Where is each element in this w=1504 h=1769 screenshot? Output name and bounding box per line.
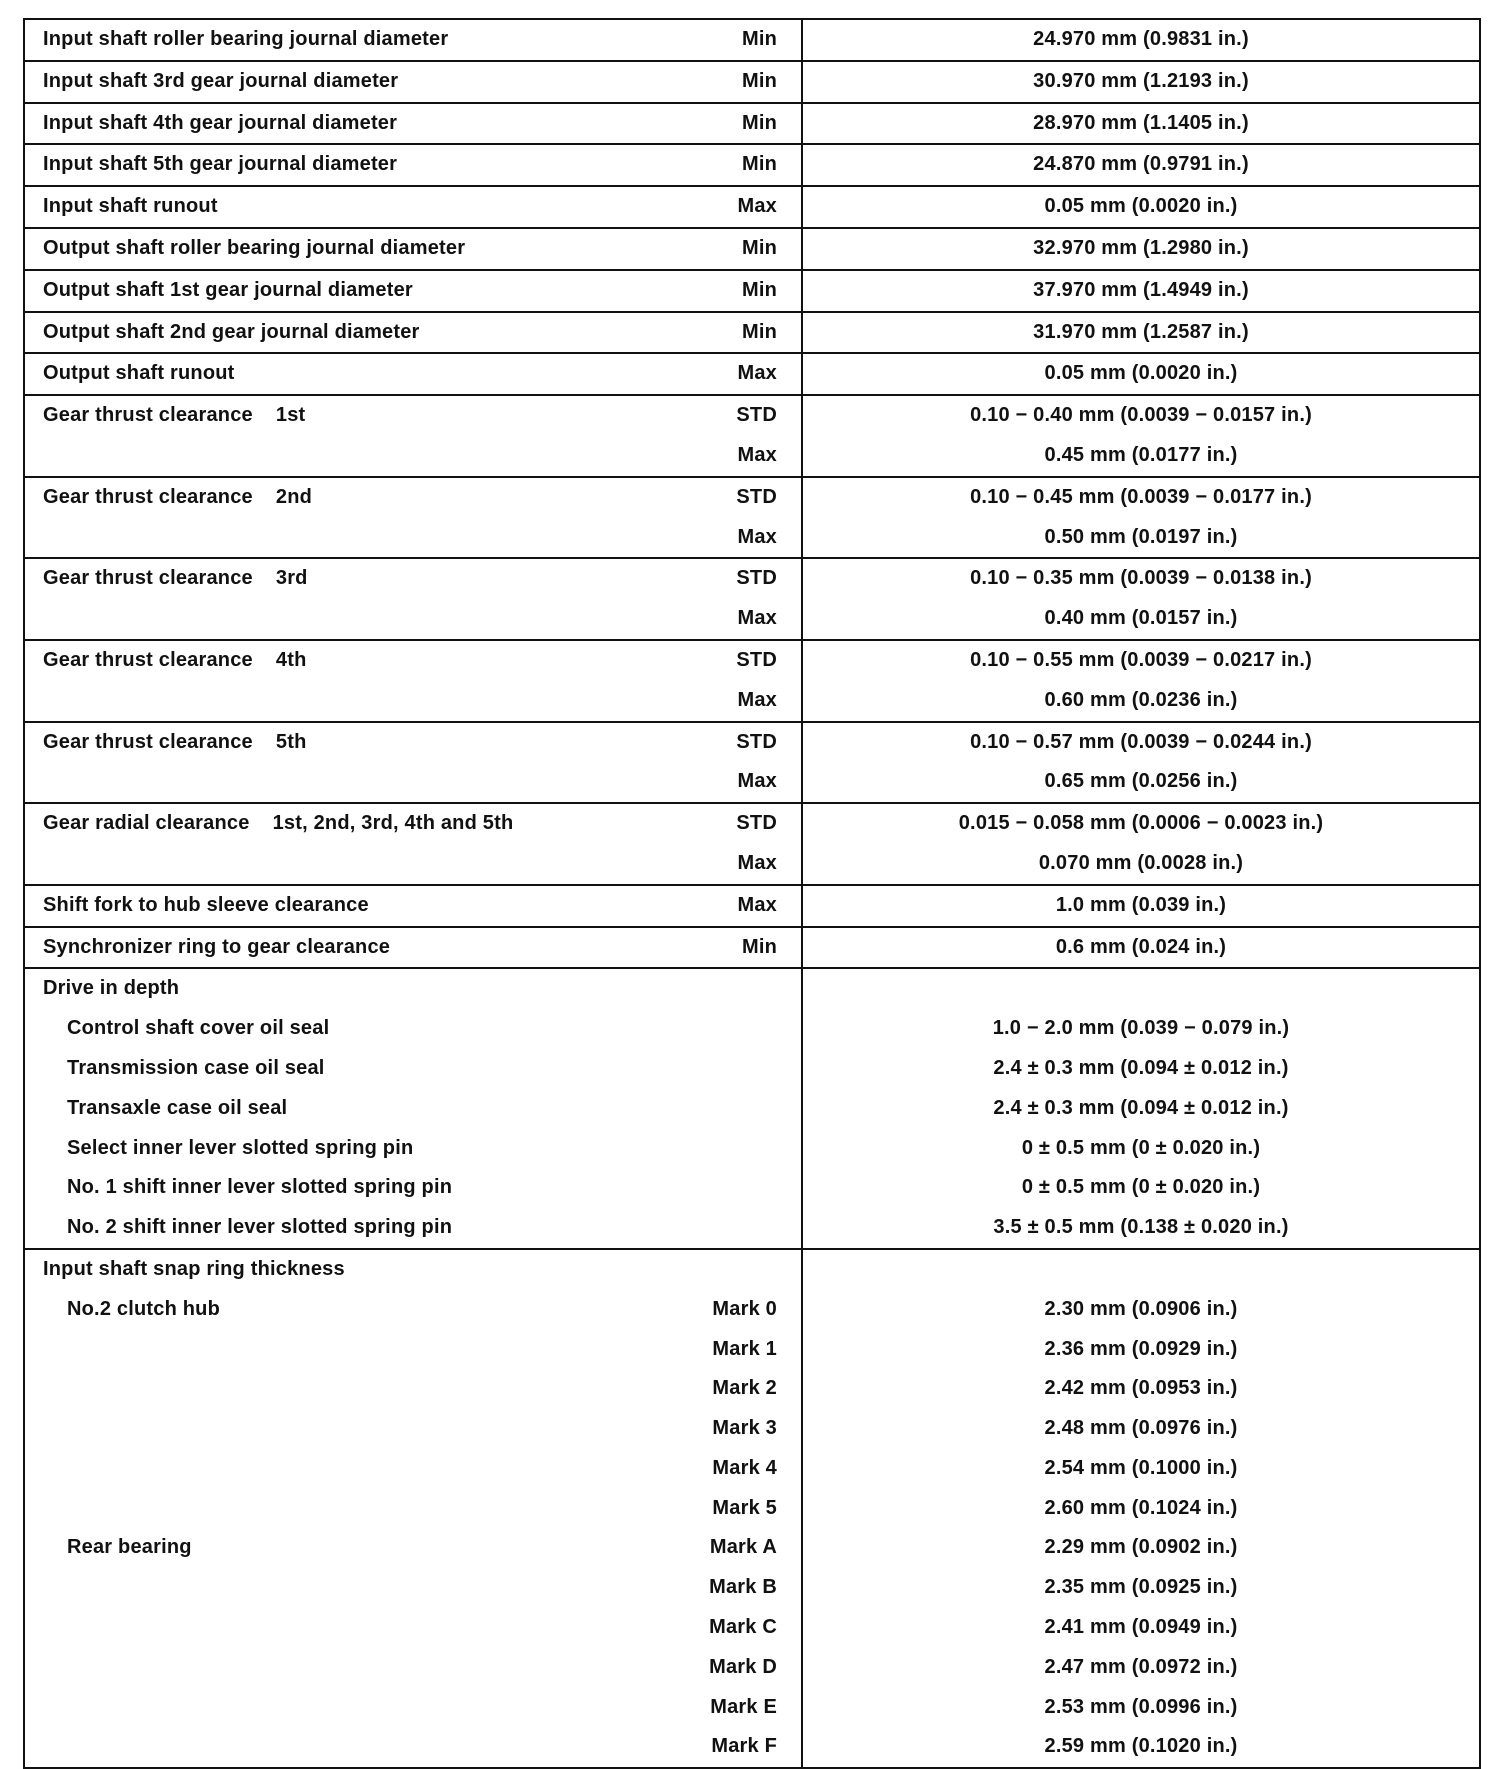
spec-item-label: Select inner lever slotted spring pin [67,1136,414,1159]
spec-qualifier: Mark 2 [712,1377,777,1400]
value-cell [802,558,1480,640]
item-cell [24,186,802,228]
item-cell [24,968,802,1249]
spec-qualifier: Mark F [711,1735,777,1758]
spec-value: 2.35 mm (0.0925 in.) [1044,1576,1238,1599]
value-cell [802,312,1480,354]
spec-value: 0.10 − 0.55 mm (0.0039 − 0.0217 in.) [970,648,1312,671]
spec-value: 0.05 mm (0.0020 in.) [1044,362,1238,385]
spec-qualifier: STD [736,648,777,671]
value-cell [802,927,1480,969]
spec-qualifier: Max [737,770,777,793]
spec-item-line [25,1089,801,1129]
spec-row-group [24,395,1480,477]
item-cell [24,927,802,969]
item-cell [24,228,802,270]
value-cell [802,103,1480,145]
spec-item-label: Input shaft roller bearing journal diameter [43,28,449,50]
spec-value: 0.50 mm (0.0197 in.) [1044,525,1238,548]
spec-qualifier: Min [741,236,777,259]
spec-item-label: Output shaft 1st gear journal diameter [43,278,413,301]
spec-qualifier: Max [737,443,777,466]
spec-value: 32.970 mm (1.2980 in.) [1033,236,1249,259]
spec-item-label: Input shaft 5th gear journal diameter [43,153,398,176]
item-cell [24,885,802,927]
spec-item-line [25,1049,801,1089]
value-cell [802,885,1480,927]
item-cell [24,103,802,145]
spec-item-line [25,62,801,102]
spec-row-group [24,312,1480,354]
spec-value: 2.53 mm (0.0996 in.) [1044,1695,1238,1718]
spec-value: 24.870 mm (0.9791 in.) [1033,153,1249,176]
spec-qualifier: Max [737,893,777,916]
spec-item-line [25,1330,801,1370]
specification-table [23,18,1481,1769]
spec-item-line [25,187,801,227]
spec-item-line [25,1688,801,1728]
spec-qualifier: Max [737,362,777,385]
spec-item-label: Control shaft cover oil seal [67,1017,330,1040]
spec-row-group [24,144,1480,186]
spec-value: 0.40 mm (0.0157 in.) [1044,607,1238,630]
spec-qualifier: Min [741,111,777,134]
spec-value: 2.54 mm (0.1000 in.) [1044,1456,1238,1479]
spec-value: 0 ± 0.5 mm (0 ± 0.020 in.) [1021,1136,1261,1159]
item-cell [24,477,802,559]
spec-value: 0.10 − 0.35 mm (0.0039 − 0.0138 in.) [970,567,1312,590]
spec-qualifier: Mark D [709,1655,777,1678]
spec-item-line [25,354,801,394]
spec-value: 0.10 − 0.57 mm (0.0039 − 0.0244 in.) [970,730,1312,753]
spec-item-label: Gear thrust clearance 1st [43,404,306,427]
spec-item-line [25,1449,801,1489]
item-cell [24,395,802,477]
spec-item-label: Gear thrust clearance 2nd [43,485,313,508]
spec-qualifier: Min [741,69,777,92]
value-cell [802,803,1480,885]
spec-item-label: No. 2 shift inner lever slotted spring pin [67,1216,453,1239]
spec-row-group [24,186,1480,228]
spec-item-line [25,1129,801,1169]
spec-qualifier: STD [736,404,777,427]
spec-value: 0.015 − 0.058 mm (0.0006 − 0.0023 in.) [958,812,1324,835]
value-cell [802,144,1480,186]
spec-value: 28.970 mm (1.1405 in.) [1033,111,1249,134]
item-cell [24,803,802,885]
spec-item-label: Rear bearing [67,1536,192,1559]
spec-item-label: Transaxle case oil seal [67,1096,288,1119]
spec-item-line [25,1369,801,1409]
spec-qualifier: Max [737,851,777,874]
spec-item-label: Shift fork to hub sleeve clearance [43,893,369,916]
spec-item-line [25,1208,801,1248]
spec-value: 0.65 mm (0.0256 in.) [1044,770,1238,793]
item-cell [24,640,802,722]
spec-item-line [25,1250,801,1290]
spec-item-line [25,804,801,844]
spec-value: 2.48 mm (0.0976 in.) [1044,1417,1238,1440]
spec-value: 2.59 mm (0.1020 in.) [1044,1735,1238,1758]
spec-item-line [25,1009,801,1049]
value-cell [802,640,1480,722]
spec-item-line [25,886,801,926]
spec-item-label: Output shaft 2nd gear journal diameter [43,320,420,343]
spec-item-line [25,20,801,60]
spec-item-line [25,969,801,1009]
spec-item-label: Synchronizer ring to gear clearance [43,935,391,958]
spec-row-group [24,968,1480,1249]
spec-row-group [24,228,1480,270]
spec-item-label: No. 1 shift inner lever slotted spring pin [67,1176,453,1199]
spec-item-line [25,518,801,558]
spec-item-label: Input shaft snap ring thickness [43,1257,345,1280]
spec-row-group [24,19,1480,61]
spec-value: 2.4 ± 0.3 mm (0.094 ± 0.012 in.) [993,1096,1289,1119]
spec-qualifier: Min [741,278,777,301]
spec-qualifier: Mark E [710,1695,777,1718]
spec-item-line [25,762,801,802]
spec-qualifier: Min [741,153,777,176]
spec-item-line [25,145,801,185]
spec-row-group [24,353,1480,395]
spec-item-line [25,559,801,599]
spec-qualifier: Mark 3 [712,1417,777,1440]
spec-item-line [25,1727,801,1767]
spec-qualifier: STD [736,567,777,590]
spec-value: 30.970 mm (1.2193 in.) [1033,69,1249,92]
spec-value: 2.42 mm (0.0953 in.) [1044,1377,1238,1400]
spec-qualifier: Mark B [709,1576,777,1599]
spec-value: 37.970 mm (1.4949 in.) [1033,278,1249,301]
spec-item-line [25,641,801,681]
spec-item-label: Drive in depth [43,977,180,1000]
item-cell [24,722,802,804]
spec-value: 0.60 mm (0.0236 in.) [1044,688,1238,711]
spec-item-label: Gear radial clearance 1st, 2nd, 3rd, 4th and 5th [43,812,514,835]
spec-value: 0.10 − 0.45 mm (0.0039 − 0.0177 in.) [970,485,1312,508]
spec-qualifier: Min [741,935,777,958]
spec-qualifier: Max [737,688,777,711]
spec-qualifier: Max [737,525,777,548]
item-cell [24,558,802,640]
spec-value: 2.36 mm (0.0929 in.) [1044,1337,1238,1360]
spec-value: 2.41 mm (0.0949 in.) [1044,1616,1238,1639]
spec-qualifier: Mark A [709,1536,777,1559]
spec-item-label: Input shaft 3rd gear journal diameter [43,69,399,92]
spec-value: 0.10 − 0.40 mm (0.0039 − 0.0157 in.) [970,404,1312,427]
spec-row-group [24,270,1480,312]
spec-value: 2.60 mm (0.1024 in.) [1044,1496,1238,1519]
spec-item-line [25,271,801,311]
spec-qualifier: Mark 5 [712,1496,777,1519]
spec-item-line [25,1648,801,1688]
item-cell [24,61,802,103]
value-cell [802,186,1480,228]
spec-item-line [25,396,801,436]
spec-item-label: Output shaft runout [43,362,235,385]
spec-item-label: Gear thrust clearance 5th [43,730,307,753]
spec-value: 0 ± 0.5 mm (0 ± 0.020 in.) [1021,1176,1261,1199]
spec-qualifier: Max [737,195,777,218]
spec-item-line [25,1568,801,1608]
spec-value: 2.47 mm (0.0972 in.) [1044,1655,1238,1678]
spec-qualifier: Max [737,607,777,630]
value-cell [802,228,1480,270]
spec-item-line [25,313,801,353]
spec-item-label: Gear thrust clearance 3rd [43,567,308,590]
item-cell [24,270,802,312]
spec-item-line [25,436,801,476]
value-cell [802,395,1480,477]
spec-item-line [25,928,801,968]
spec-qualifier: STD [736,485,777,508]
specification-table-body [24,19,1480,1768]
spec-value: 3.5 ± 0.5 mm (0.138 ± 0.020 in.) [993,1216,1289,1239]
spec-item-label: Output shaft roller bearing journal diameter [43,236,466,259]
spec-item-line [25,1290,801,1330]
spec-qualifier: Min [741,28,777,50]
spec-value: 1.0 mm (0.039 in.) [1055,893,1227,916]
spec-value: 1.0 − 2.0 mm (0.039 − 0.079 in.) [992,1017,1290,1040]
item-cell [24,312,802,354]
spec-row-group [24,885,1480,927]
spec-value: 24.970 mm (0.9831 in.) [1033,28,1249,50]
spec-item-line [25,1608,801,1648]
item-cell [24,353,802,395]
spec-value: 2.29 mm (0.0902 in.) [1044,1536,1238,1559]
spec-qualifier: Min [741,320,777,343]
spec-qualifier: STD [736,812,777,835]
spec-value [803,969,1479,1009]
spec-item-label: Transmission case oil seal [67,1056,325,1079]
spec-item-line [25,1489,801,1529]
value-cell [802,61,1480,103]
spec-row-group [24,477,1480,559]
spec-value: 0.05 mm (0.0020 in.) [1044,195,1238,218]
spec-row-group [24,722,1480,804]
spec-row-group [24,927,1480,969]
spec-item-line [25,723,801,763]
spec-value: 2.4 ± 0.3 mm (0.094 ± 0.012 in.) [993,1056,1289,1079]
spec-value [803,1250,1479,1290]
spec-qualifier: STD [736,730,777,753]
value-cell [802,477,1480,559]
item-cell [24,1249,802,1768]
spec-qualifier: Mark 1 [712,1337,777,1360]
spec-qualifier: Mark 0 [712,1297,777,1320]
spec-row-group [24,103,1480,145]
spec-row-group [24,640,1480,722]
spec-row-group [24,1249,1480,1768]
spec-item-label: Input shaft runout [43,195,218,218]
item-cell [24,144,802,186]
value-cell [802,722,1480,804]
spec-value: 31.970 mm (1.2587 in.) [1033,320,1249,343]
spec-item-line [25,1168,801,1208]
spec-value: 0.6 mm (0.024 in.) [1055,935,1227,958]
spec-item-line [25,229,801,269]
spec-item-line [25,599,801,639]
spec-item-line [25,1409,801,1449]
value-cell [802,270,1480,312]
value-cell [802,353,1480,395]
value-cell [802,1249,1480,1768]
spec-item-line [25,844,801,884]
spec-row-group [24,558,1480,640]
spec-row-group [24,803,1480,885]
spec-item-line [25,104,801,144]
spec-item-line [25,478,801,518]
spec-item-line [25,681,801,721]
spec-value: 0.45 mm (0.0177 in.) [1044,443,1238,466]
spec-value: 2.30 mm (0.0906 in.) [1044,1297,1238,1320]
spec-item-line [25,1528,801,1568]
spec-item-label: Input shaft 4th gear journal diameter [43,111,398,134]
spec-qualifier: Mark C [709,1616,777,1639]
item-cell [24,19,802,61]
value-cell [802,19,1480,61]
spec-qualifier: Mark 4 [712,1456,777,1479]
spec-item-label: Gear thrust clearance 4th [43,648,307,671]
value-cell [802,968,1480,1249]
spec-row-group [24,61,1480,103]
spec-value: 0.070 mm (0.0028 in.) [1038,851,1244,874]
spec-item-label: No.2 clutch hub [67,1297,220,1320]
